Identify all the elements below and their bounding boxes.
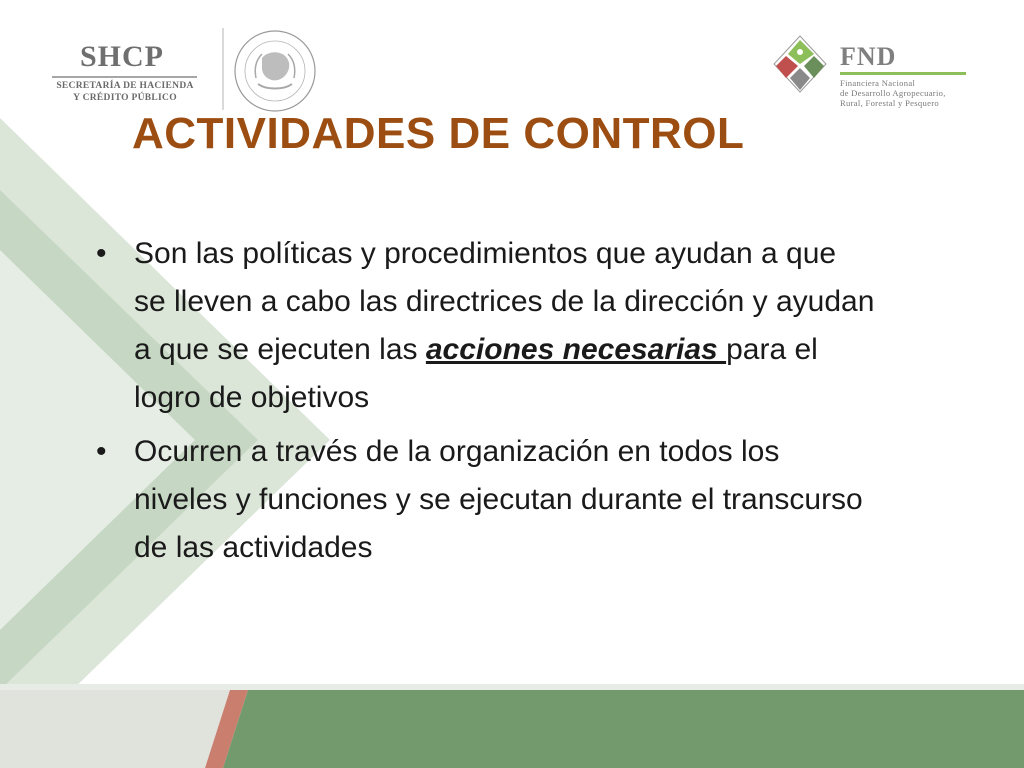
- shcp-logo-rule: [52, 76, 197, 78]
- fnd-logo-subtitle-1: Financiera Nacional: [840, 78, 916, 88]
- fnd-logo-icon: [766, 34, 834, 96]
- fnd-logo-subtitle-2: de Desarrollo Agropecuario,: [840, 88, 946, 98]
- slide-title: ACTIVIDADES DE CONTROL: [132, 109, 745, 158]
- bullet-item: [96, 230, 876, 422]
- bullet-list: [96, 230, 876, 578]
- bullet-emphasis: acciones necesarias: [425, 333, 727, 366]
- bullet-text-part: para el logro de objetivos: [134, 333, 818, 414]
- shcp-logo-title: SHCP: [80, 40, 165, 73]
- fnd-logo: [840, 44, 980, 108]
- bullet-dot: •: [96, 237, 107, 270]
- bullet-dot: •: [96, 435, 107, 468]
- logo-divider: [222, 28, 224, 110]
- shcp-logo-subtitle-1: SECRETARÍA DE HACIENDA: [56, 81, 194, 91]
- bottom-green-band: [223, 690, 1024, 768]
- shcp-logo: [50, 40, 200, 104]
- fnd-logo-rule: [840, 72, 966, 75]
- fnd-logo-subtitle-3: Rural, Forestal y Pesquero: [840, 98, 939, 108]
- bottom-gray-band: [0, 690, 230, 768]
- shcp-logo-subtitle-2: Y CRÉDITO PÚBLICO: [73, 93, 177, 103]
- bullet-text: Ocurren a través de la organización en todos los niveles y funciones y se ejecutan durante el transcurso de las actividades: [134, 435, 863, 564]
- bullet-text-part: Son las políticas y procedimientos que ayudan a que se lleven a cabo las directrices de la dirección y ayudan a que se ejecuten las: [134, 237, 875, 366]
- bullet-item: [96, 428, 876, 572]
- fnd-logo-title: FND: [840, 42, 897, 71]
- national-seal-icon: [232, 28, 318, 114]
